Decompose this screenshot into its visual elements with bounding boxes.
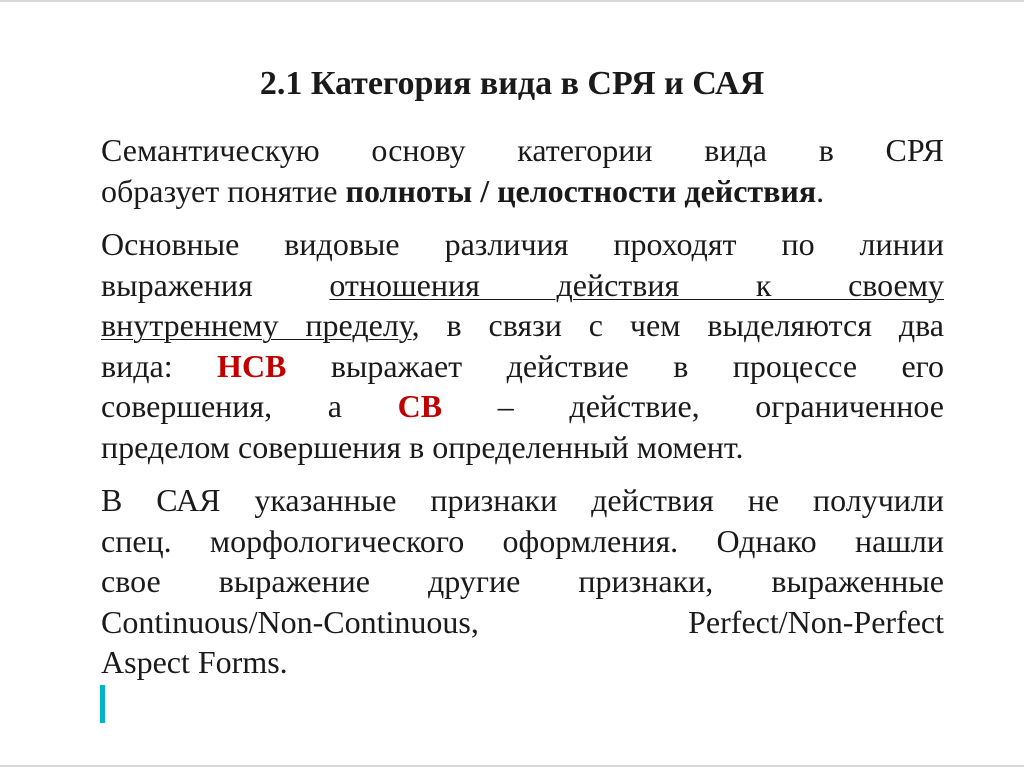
- paragraph-line: спец. морфологического оформления. Однако нашли: [101, 522, 944, 559]
- highlight-sv: СВ: [397, 388, 443, 424]
- text-cursor: [100, 685, 105, 723]
- text-run: , в связи с чем выделяются два: [411, 307, 945, 343]
- paragraph-aspect-differences: [101, 224, 944, 467]
- text-run: образует понятие: [101, 172, 346, 209]
- text-run: выражает действие в процессе его: [286, 347, 945, 384]
- paragraph-line: [101, 305, 944, 346]
- paragraph-line: [101, 386, 944, 427]
- paragraph-line: свое выражение другие признаки, выраженные: [101, 563, 944, 599]
- underlined-term: внутреннему пределу: [101, 307, 412, 343]
- paragraph-line: Семантическую основу категории вида в СРЯ: [101, 132, 944, 168]
- underlined-term: отношения действия к своему: [329, 266, 945, 303]
- slide-top-border: [0, 0, 1024, 2]
- paragraph-line: Continuous/Non-Continuous, Perfect/Non-Perfect: [101, 603, 944, 640]
- paragraph-line: пределом совершения в определенный момент.: [101, 428, 744, 465]
- slide-body: [101, 130, 944, 696]
- bold-term: полноты / целостности действия: [345, 172, 817, 209]
- highlight-nsv: НСВ: [217, 347, 287, 384]
- paragraph-semantic-basis: [101, 130, 944, 211]
- text-run: .: [816, 172, 825, 209]
- paragraph-line: Aspect Forms.: [101, 644, 288, 680]
- paragraph-line: В САЯ указанные признаки действия не получили: [101, 482, 944, 518]
- text-run: совершения, а: [101, 388, 398, 424]
- slide-title: 2.1 Категория вида в СРЯ и САЯ: [259, 65, 765, 102]
- paragraph-english-aspect: [101, 480, 944, 683]
- paragraph-line: [101, 265, 944, 306]
- text-run: выражения: [101, 266, 330, 303]
- text-run: – действие, ограниченное: [442, 388, 945, 424]
- paragraph-line: [101, 171, 944, 212]
- paragraph-line: [101, 346, 944, 387]
- paragraph-line: Основные видовые различия проходят по линии: [101, 226, 944, 262]
- text-run: вида:: [101, 347, 218, 384]
